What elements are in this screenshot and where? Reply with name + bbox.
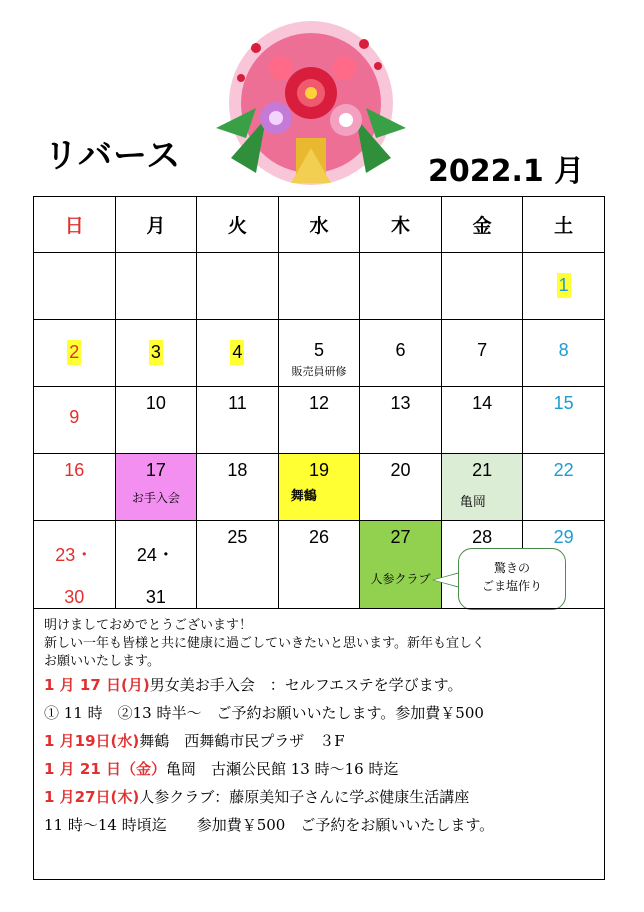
day-number: 21 <box>472 460 493 480</box>
event-line <box>44 727 594 755</box>
weekday-header-row <box>34 197 605 253</box>
callout-bubble <box>458 548 566 610</box>
day-number: 16 <box>64 460 85 480</box>
announcement-box <box>33 608 605 880</box>
day-cell-event <box>441 454 523 521</box>
day-number: 17 <box>145 460 166 480</box>
weekday-tuesday: 火 <box>197 197 279 253</box>
day-number: 3 <box>149 340 163 365</box>
day-cell-empty <box>115 253 197 320</box>
day-event-label: 人参クラブ <box>370 572 431 586</box>
day-number: 28 <box>472 527 493 547</box>
day-number: 4 <box>230 340 244 365</box>
day-number: 7 <box>477 340 488 360</box>
week-row <box>34 454 605 521</box>
day-cell-empty <box>441 253 523 320</box>
new-year-flower-fan-illustration <box>196 8 426 198</box>
day-number: 26 <box>308 527 329 547</box>
callout-tail-fill <box>434 573 460 587</box>
day-cell <box>523 454 605 521</box>
day-cell-empty <box>360 253 442 320</box>
weekday-thursday: 木 <box>360 197 442 253</box>
greeting-line: お願いいたします。 <box>44 654 160 669</box>
year-month-title: 2022.1 月 <box>428 154 585 189</box>
day-number: 30 <box>64 587 85 607</box>
day-number: 1 <box>557 273 571 298</box>
callout-line: 驚きの <box>493 561 530 575</box>
event-date: 1 月 17 日(月) <box>44 676 150 694</box>
weekday-wednesday: 水 <box>278 197 360 253</box>
day-cell <box>34 454 116 521</box>
event-text: 男女美お手入会 ：セルフエステを学びます。 <box>149 676 463 694</box>
greeting-line: 明けましておめでとうございます！ <box>44 618 253 633</box>
weekday-saturday: 土 <box>523 197 605 253</box>
day-cell <box>523 320 605 387</box>
day-cell <box>360 387 442 454</box>
day-cell-event <box>360 521 442 609</box>
day-event-label: 舞鶴 <box>290 489 317 504</box>
day-cell-event <box>115 454 197 521</box>
event-detail: ① 11 時 ②13 時半〜 ご予約お願いいたします。参加費￥500 <box>44 704 484 722</box>
week-row <box>34 387 605 454</box>
day-number: 19 <box>308 460 329 480</box>
day-number: 24・ <box>136 545 175 565</box>
day-cell-event <box>278 454 360 521</box>
day-cell-empty <box>197 253 279 320</box>
event-text: 人参クラブ：藤原美知子さんに学ぶ健康生活講座 <box>139 788 470 806</box>
event-date: 1 月 21 日（金） <box>44 760 166 778</box>
day-number: 15 <box>553 393 574 413</box>
brand-title: リバース <box>44 136 182 176</box>
day-cell <box>34 320 116 387</box>
day-cell <box>197 521 279 609</box>
day-number: 2 <box>67 340 81 365</box>
day-number: 13 <box>390 393 411 413</box>
event-line <box>44 783 594 811</box>
day-cell <box>197 454 279 521</box>
day-number: 29 <box>553 527 574 547</box>
event-text: 舞鶴 西舞鶴市民プラザ ３F <box>139 732 345 750</box>
day-number: 27 <box>390 527 411 547</box>
event-date: 1 月27日(木) <box>44 788 140 806</box>
day-cell <box>197 387 279 454</box>
week-row <box>34 253 605 320</box>
callout-line: ごま塩作り <box>481 579 542 593</box>
day-cell <box>34 387 116 454</box>
day-cell-empty <box>278 253 360 320</box>
day-cell <box>523 253 605 320</box>
day-cell <box>441 387 523 454</box>
day-cell <box>523 387 605 454</box>
week-row <box>34 320 605 387</box>
day-cell <box>278 320 360 387</box>
day-cell <box>34 521 116 609</box>
weekday-monday: 月 <box>115 197 197 253</box>
day-number: 18 <box>227 460 248 480</box>
day-number: 10 <box>145 393 166 413</box>
greeting-line: 新しい一年も皆様と共に健康に過ごしていきたいと思います。新年も宜しく <box>44 636 485 651</box>
day-number: 11 <box>228 393 247 413</box>
day-number: 22 <box>553 460 574 480</box>
day-number: 23・ <box>55 545 94 565</box>
day-number: 8 <box>558 340 569 360</box>
day-cell <box>360 454 442 521</box>
day-cell <box>360 320 442 387</box>
day-number: 31 <box>145 587 166 607</box>
day-cell <box>115 387 197 454</box>
day-cell <box>278 387 360 454</box>
day-note: 販売員研修 <box>291 365 347 378</box>
day-cell <box>278 521 360 609</box>
event-text: 亀岡 古瀬公民館 13 時〜16 時迄 <box>165 760 399 778</box>
event-detail: 11 時〜14 時頃迄 参加費￥500 ご予約をお願いいたします。 <box>44 816 495 834</box>
day-event-label: 亀岡 <box>459 495 486 510</box>
day-number: 12 <box>308 393 329 413</box>
day-cell-empty <box>34 253 116 320</box>
day-number: 14 <box>472 393 493 413</box>
day-number: 25 <box>227 527 248 547</box>
day-cell <box>441 320 523 387</box>
day-number: 9 <box>69 407 80 427</box>
day-cell <box>197 320 279 387</box>
event-date: 1 月19日(水) <box>44 732 140 750</box>
weekday-sunday: 日 <box>34 197 116 253</box>
day-event-label: お手入会 <box>131 491 180 505</box>
day-cell <box>115 320 197 387</box>
weekday-friday: 金 <box>441 197 523 253</box>
day-number: 5 <box>313 340 324 360</box>
event-line <box>44 671 594 699</box>
day-number: 6 <box>395 340 406 360</box>
event-line <box>44 755 594 783</box>
day-number: 20 <box>390 460 411 480</box>
day-cell <box>115 521 197 609</box>
